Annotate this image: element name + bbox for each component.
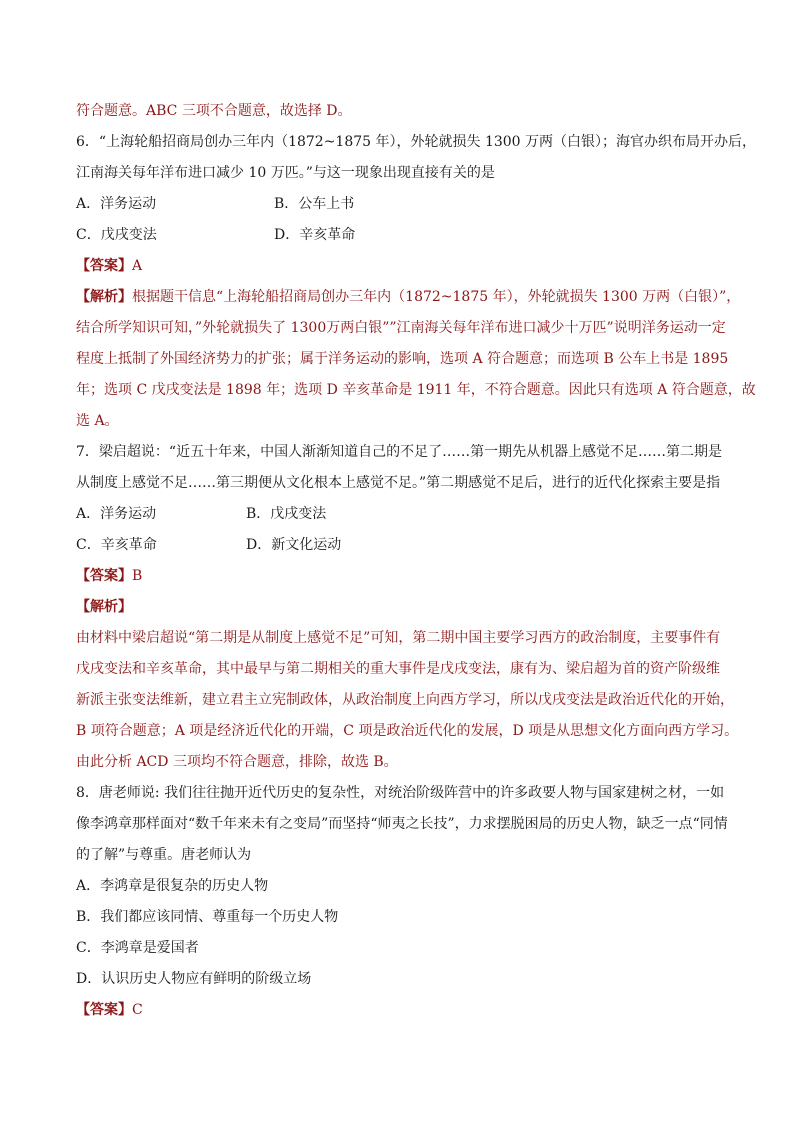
q7-analysis-line-2: 戊戌变法和辛亥革命，其中最早与第二期相关的重大事件是戊戌变法，康有为、梁启超为首的资产阶级维 bbox=[76, 661, 720, 677]
q7-answer bbox=[76, 561, 726, 592]
q7-analysis-line-5: 由此分析 ACD 三项均不符合题意，排除，故选 B。 bbox=[76, 754, 398, 770]
q7-answer-label: 【答案】 bbox=[76, 568, 132, 584]
q6-analysis-line-1 bbox=[76, 282, 741, 313]
q6-option-d: D．辛亥革命 bbox=[274, 227, 356, 243]
q7-option-d: D．新文化运动 bbox=[246, 537, 342, 553]
q6-options-row-2 bbox=[76, 220, 726, 251]
q8-option-b: B．我们都应该同情、尊重每一个历史人物 bbox=[76, 909, 339, 925]
q6-stem-line-1: 6．“上海轮船招商局创办三年内（1872~1875 年），外轮就损失 1300 万两（白银）；海官办织布局开办后， bbox=[76, 134, 757, 150]
q6-analysis-line-5: 选 A。 bbox=[76, 413, 119, 429]
q8-stem-line-2: 像李鸿章那样面对“数千年来未有之变局”而坚持“师夷之长技”，力求摆脱困局的历史人物，缺乏一点“同情 bbox=[76, 816, 728, 832]
q6-option-a: A．洋务运动 bbox=[76, 196, 157, 212]
q8-option-a: A．李鸿章是很复杂的历史人物 bbox=[76, 878, 269, 894]
q6-stem-line-2: 江南海关每年洋布进口减少 10 万匹。”与这一现象出现直接有关的是 bbox=[76, 165, 495, 181]
q6-analysis-label: 【解析】 bbox=[76, 289, 132, 305]
q7-option-a: A．洋务运动 bbox=[76, 506, 157, 522]
q8-stem-line-1: 8．唐老师说: 我们往往抛开近代历史的复杂性，对统治阶级阵营中的许多政要人物与国家建树之材，一如 bbox=[76, 785, 725, 801]
q7-options-row-2 bbox=[76, 530, 726, 561]
q8-answer-value: C bbox=[132, 1002, 143, 1018]
q6-option-b: B．公车上书 bbox=[274, 196, 355, 212]
q8-answer-label: 【答案】 bbox=[76, 1002, 132, 1018]
q6-analysis-text-1: 根据题干信息“上海轮船招商局创办三年内（1872~1875 年），外轮就损失 1300 万两（白银）”， bbox=[132, 289, 741, 305]
q6-analysis-line-3: 程度上抵制了外国经济势力的扩张；属于洋务运动的影响，选项 A 符合题意；而选项 B 公车上书是 1895 bbox=[76, 351, 729, 367]
q8-answer bbox=[76, 995, 726, 1026]
q6-answer-value: A bbox=[132, 258, 143, 274]
q7-stem-line-2: 从制度上感觉不足……第三期便从文化根本上感觉不足。”第二期感觉不足后，进行的近代化探索主要是指 bbox=[76, 475, 721, 491]
q7-option-c: C．辛亥革命 bbox=[76, 537, 157, 553]
q7-analysis-line-3: 新派主张变法维新，建立君主立宪制政体，从政治制度上向西方学习，所以戊戌变法是政治近代化的开始， bbox=[76, 692, 734, 708]
q6-analysis-line-4: 年；选项 C 戊戌变法是 1898 年；选项 D 辛亥革命是 1911 年，不符合题意。因此只有选项 A 符合题意，故 bbox=[76, 382, 756, 398]
q7-option-b: B．戊戌变法 bbox=[246, 506, 327, 522]
q8-option-d: D．认识历史人物应有鲜明的阶级立场 bbox=[76, 971, 312, 987]
q8-option-c: C．李鸿章是爱国者 bbox=[76, 940, 199, 956]
q6-options-row-1 bbox=[76, 189, 726, 220]
q7-analysis-line-4: B 项符合题意；A 项是经济近代化的开端，C 项是政治近代化的发展，D 项是从思想文化方面向西方学习。 bbox=[76, 723, 739, 739]
q6-answer bbox=[76, 251, 726, 282]
q7-options-row-1 bbox=[76, 499, 726, 530]
q7-analysis-label: 【解析】 bbox=[76, 599, 132, 615]
q8-stem-line-3: 的了解”与尊重。唐老师认为 bbox=[76, 847, 252, 863]
q7-answer-value: B bbox=[132, 568, 143, 584]
q7-stem-line-1: 7．梁启超说：“近五十年来，中国人渐渐知道自己的不足了……第一期先从机器上感觉不足……第二期是 bbox=[76, 444, 723, 460]
document-page bbox=[76, 96, 757, 1026]
q6-option-c: C．戊戌变法 bbox=[76, 227, 157, 243]
q6-answer-label: 【答案】 bbox=[76, 258, 132, 274]
q6-analysis-line-2: 结合所学知识可知，”外轮就损失了 1300万两白银””江南海关每年洋布进口减少十万匹”说明洋务运动一定 bbox=[76, 320, 726, 336]
q7-analysis-heading bbox=[76, 592, 726, 623]
q7-analysis-line-1: 由材料中梁启超说“第二期是从制度上感觉不足”可知，第二期中国主要学习西方的政治制度，主要事件有 bbox=[76, 630, 721, 646]
previous-analysis-tail: 符合题意。ABC 三项不合题意，故选择 D。 bbox=[76, 103, 352, 119]
